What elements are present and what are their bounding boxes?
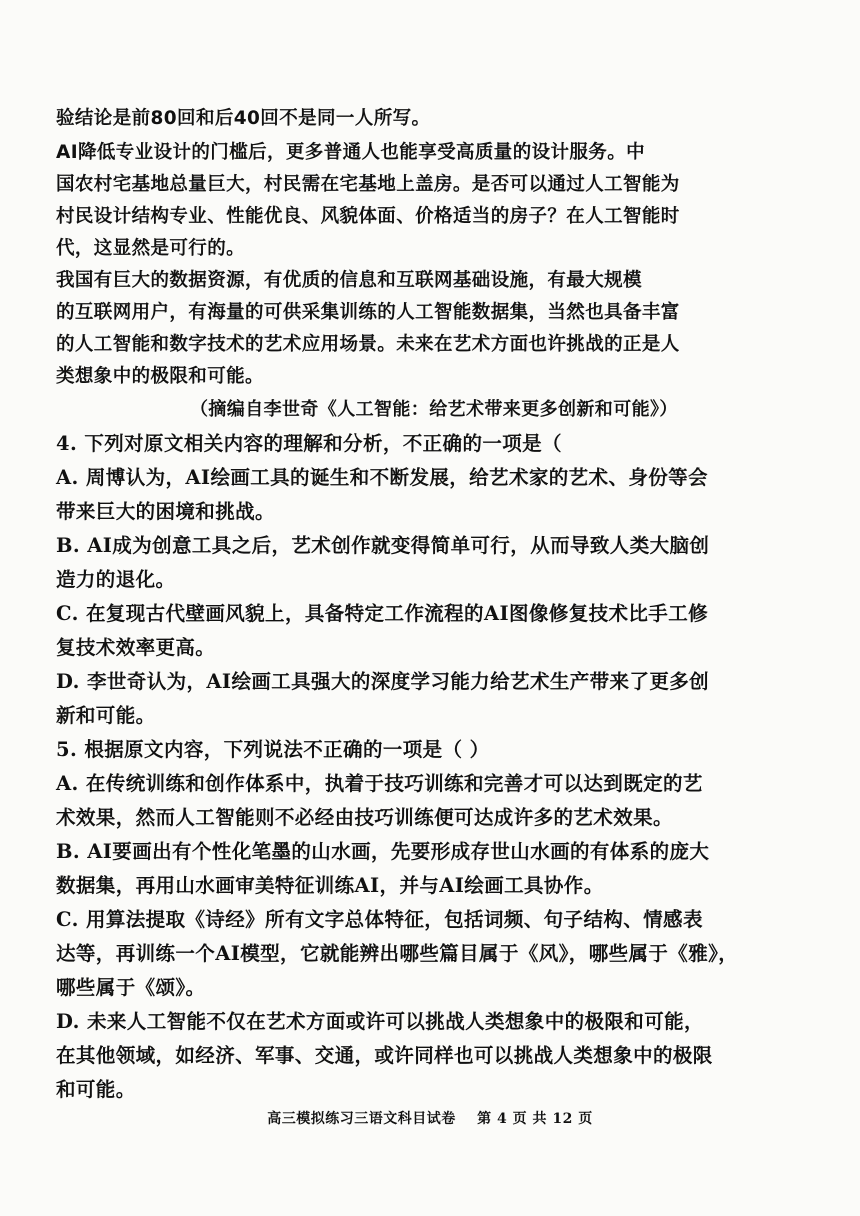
passage-line: 的互联网用户，有海量的可供采集训练的人工智能数据集，当然也具备丰富 xyxy=(56,302,680,323)
question-4-option-c: C. 在复现古代壁画风貌上，具备特定工作流程的AI图像修复技术比手工修 xyxy=(56,602,709,625)
question-4-option-d: D. 李世奇认为，AI绘画工具强大的深度学习能力给艺术生产带来了更多创 xyxy=(56,670,710,693)
question-5-option-d-cont2: 和可能。 xyxy=(56,1078,136,1101)
question-5-option-a-cont: 术效果，然而人工智能则不必经由技巧训练便可达成许多的艺术效果。 xyxy=(56,806,673,829)
question-4-option-c-cont: 复技术效率更高。 xyxy=(56,636,216,659)
question-5-option-c-cont2: 哪些属于《颂》。 xyxy=(56,976,206,999)
page-footer xyxy=(0,1108,860,1128)
exam-title: 高三模拟练习三语文科目试卷 xyxy=(267,1111,456,1127)
question-5-stem: 5. 根据原文内容，下列说法不正确的一项是（ ） xyxy=(56,738,490,761)
question-5-option-d-cont: 在其他领域，如经济、军事、交通，或许同样也可以挑战人类想象中的极限 xyxy=(56,1044,713,1067)
question-4-option-b: B. AI成为创意工具之后，艺术创作就变得简单可行，从而导致人类大脑创 xyxy=(56,534,710,557)
question-4-stem: 4. 下列对原文相关内容的理解和分析，不正确的一项是（ xyxy=(56,432,562,455)
passage-line: 我国有巨大的数据资源，有优质的信息和互联网基础设施，有最大规模 xyxy=(56,270,642,291)
passage-line: 村民设计结构专业、性能优良、风貌体面、价格适当的房子？在人工智能时 xyxy=(56,206,680,227)
passage-line: 验结论是前80回和后40回不是同一人所写。 xyxy=(56,108,431,129)
question-5-option-d: D. 未来人工智能不仅在艺术方面或许可以挑战人类想象中的极限和可能， xyxy=(56,1010,704,1033)
page-number: 第 4 页 共 12 页 xyxy=(477,1111,593,1127)
question-4-option-d-cont: 新和可能。 xyxy=(56,704,156,727)
question-5-option-a: A. 在传统训练和创作体系中，执着于技巧训练和完善才可以达到既定的艺 xyxy=(56,772,703,795)
passage-line: 国农村宅基地总量巨大，村民需在宅基地上盖房。是否可以通过人工智能为 xyxy=(56,174,680,195)
question-5-option-c: C. 用算法提取《诗经》所有文字总体特征，包括词频、句子结构、情感表 xyxy=(56,908,703,931)
question-5-option-c-cont: 达等，再训练一个AI模型，它就能辨出哪些篇目属于《风》，哪些属于《雅》， xyxy=(56,942,739,965)
question-4-option-a-cont: 带来巨大的困境和挑战。 xyxy=(56,500,275,523)
passage-line: AI降低专业设计的门槛后，更多普通人也能享受高质量的设计服务。中 xyxy=(56,142,646,163)
passage-source: （摘编自李世奇《人工智能：给艺术带来更多创新和可能》） xyxy=(190,399,678,420)
question-4-option-a: A. 周博认为，AI绘画工具的诞生和不断发展，给艺术家的艺术、身份等会 xyxy=(56,466,708,489)
question-4-option-b-cont: 造力的退化。 xyxy=(56,568,176,591)
passage-line: 的人工智能和数字技术的艺术应用场景。未来在艺术方面也许挑战的正是人 xyxy=(56,334,680,355)
question-5-option-b-cont: 数据集，再用山水画审美特征训练AI，并与AI绘画工具协作。 xyxy=(56,874,604,897)
passage-line: 类想象中的极限和可能。 xyxy=(56,366,264,387)
question-5-option-b: B. AI要画出有个性化笔墨的山水画，先要形成存世山水画的有体系的庞大 xyxy=(56,840,710,863)
passage-line: 代，这显然是可行的。 xyxy=(56,238,246,259)
